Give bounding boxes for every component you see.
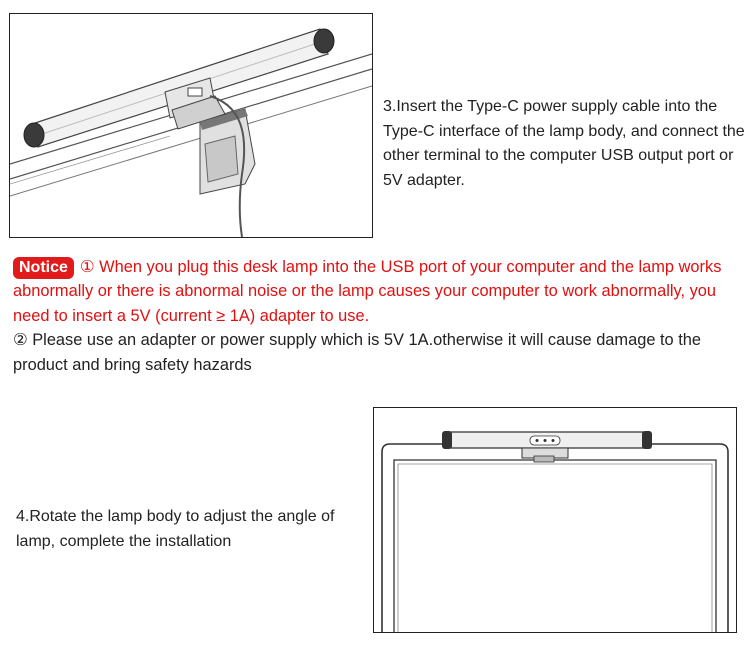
figure-lamp-cable-closeup <box>9 13 373 238</box>
figure-monitor-with-lamp <box>373 407 737 633</box>
lamp-cable-illustration <box>10 14 372 237</box>
monitor-lamp-illustration <box>374 408 736 632</box>
notice-item-1: ① When you plug this desk lamp into the USB port of your computer and the lamp works abnormally or there is abnormal noise or the lamp causes your computer to work abnormally, you need to insert a 5V (current ≥ 1A) adapter to use. <box>13 258 722 325</box>
lamp-bar <box>442 431 652 449</box>
step4-instruction: 4.Rotate the lamp body to adjust the angle of lamp, complete the installation <box>16 508 335 550</box>
step3-instruction: 3.Insert the Type-C power supply cable into the Type-C interface of the lamp body, and connect the other terminal to the computer USB output port or 5V adapter. <box>383 98 745 189</box>
notice-item-2: ② Please use an adapter or power supply which is 5V 1A.otherwise it will cause damage to the product and bring safety hazards <box>13 331 701 374</box>
notice-block <box>13 255 743 377</box>
notice-badge: Notice <box>13 257 74 279</box>
